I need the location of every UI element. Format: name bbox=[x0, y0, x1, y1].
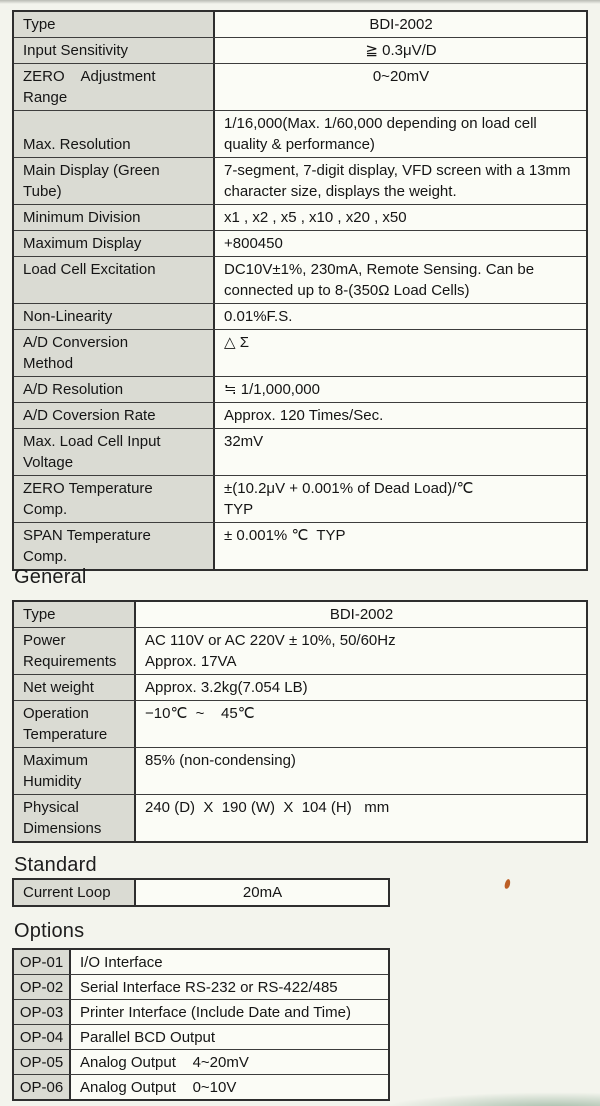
row-value-line: Approx. 17VA bbox=[145, 653, 237, 670]
spec-row bbox=[14, 256, 586, 303]
standard-heading: Standard bbox=[14, 854, 97, 876]
row-value-line: DC10V±1%, 230mA, Remote Sensing. Can be connected up to 8-(350Ω Load Cells) bbox=[224, 261, 539, 299]
spec-row bbox=[14, 428, 586, 475]
row-value-line: −10℃ ~ 45℃ bbox=[145, 705, 255, 722]
row-value-line: Printer Interface (Include Date and Time) bbox=[80, 1003, 351, 1021]
spec-row bbox=[14, 37, 586, 63]
row-label: Power Requirements bbox=[14, 628, 136, 674]
row-label: Net weight bbox=[14, 675, 136, 700]
row-label: SPAN Temperature Comp. bbox=[14, 523, 215, 569]
row-value-line: 85% (non-condensing) bbox=[145, 752, 296, 769]
row-value-line: +800450 bbox=[224, 235, 283, 252]
row-value bbox=[215, 38, 586, 63]
spec-row bbox=[14, 376, 586, 402]
scan-artifact-mark bbox=[504, 879, 511, 890]
row-value bbox=[215, 257, 586, 303]
row-value bbox=[136, 602, 586, 627]
row-value-line: ≧ 0.3μV/D bbox=[365, 42, 437, 59]
row-label: Maximum Humidity bbox=[14, 748, 136, 794]
row-value-line: AC 110V or AC 220V ± 10%, 50/60Hz bbox=[145, 632, 396, 649]
row-value-line: x1 , x2 , x5 , x10 , x20 , x50 bbox=[224, 209, 407, 226]
spec-row bbox=[14, 303, 586, 329]
row-value bbox=[215, 429, 586, 475]
row-value bbox=[215, 64, 586, 110]
row-value bbox=[136, 675, 586, 700]
general-table bbox=[12, 600, 588, 843]
row-value bbox=[215, 403, 586, 428]
option-row bbox=[14, 999, 388, 1024]
row-value-line: △ Σ bbox=[224, 334, 249, 351]
spec-table bbox=[12, 10, 588, 571]
row-label: Current Loop bbox=[14, 880, 136, 905]
row-label: Max. Load Cell Input Voltage bbox=[14, 429, 215, 475]
row-value bbox=[136, 748, 586, 794]
row-label: Operation Temperature bbox=[14, 701, 136, 747]
row-label: OP-01 bbox=[14, 950, 71, 974]
row-value-line: BDI-2002 bbox=[329, 606, 394, 623]
general-row bbox=[14, 627, 586, 674]
standard-row bbox=[14, 880, 388, 905]
general-row bbox=[14, 674, 586, 700]
row-label: Maximum Display bbox=[14, 231, 215, 256]
row-label: A/D Conversion Method bbox=[14, 330, 215, 376]
spec-row bbox=[14, 12, 586, 37]
row-value-line: ≒ 1/1,000,000 bbox=[224, 381, 320, 398]
row-value-line: Parallel BCD Output bbox=[80, 1028, 216, 1046]
general-heading: General bbox=[14, 566, 87, 588]
row-value bbox=[215, 158, 586, 204]
row-label: Type bbox=[14, 12, 215, 37]
row-label: Non-Linearity bbox=[14, 304, 215, 329]
row-value-line: Analog Output 4~20mV bbox=[80, 1053, 249, 1071]
spec-row bbox=[14, 157, 586, 204]
row-value-line: BDI-2002 bbox=[369, 16, 433, 33]
row-label: Physical Dimensions bbox=[14, 795, 136, 841]
row-value bbox=[215, 304, 586, 329]
row-value bbox=[136, 701, 586, 747]
row-value bbox=[71, 1050, 388, 1074]
general-row bbox=[14, 794, 586, 841]
row-label: Minimum Division bbox=[14, 205, 215, 230]
row-value bbox=[215, 476, 586, 522]
row-label: A/D Resolution bbox=[14, 377, 215, 402]
row-value bbox=[215, 231, 586, 256]
scan-edge-shadow bbox=[0, 0, 600, 4]
row-value-line: ± 0.001% ℃ TYP bbox=[224, 527, 346, 544]
row-label: ZERO Temperature Comp. bbox=[14, 476, 215, 522]
spec-row bbox=[14, 522, 586, 569]
spec-row bbox=[14, 475, 586, 522]
row-label: A/D Coversion Rate bbox=[14, 403, 215, 428]
row-value-line: Serial Interface RS-232 or RS-422/485 bbox=[80, 978, 338, 996]
row-value-line: Approx. 120 Times/Sec. bbox=[224, 407, 384, 424]
row-label: Max. Resolution bbox=[14, 111, 215, 157]
row-value-line: TYP bbox=[224, 501, 254, 518]
options-table bbox=[12, 948, 390, 1101]
row-value bbox=[71, 1000, 388, 1024]
row-value bbox=[71, 975, 388, 999]
row-value bbox=[215, 205, 586, 230]
row-label: OP-06 bbox=[14, 1075, 71, 1099]
row-value-line: 0~20mV bbox=[372, 68, 430, 85]
row-label: Input Sensitivity bbox=[14, 38, 215, 63]
general-row bbox=[14, 602, 586, 627]
row-label: OP-02 bbox=[14, 975, 71, 999]
row-value bbox=[215, 377, 586, 402]
row-label: ZERO Adjustment Range bbox=[14, 64, 215, 110]
standard-table bbox=[12, 878, 390, 907]
spec-row bbox=[14, 230, 586, 256]
scan-haze bbox=[380, 1092, 600, 1106]
option-row bbox=[14, 1049, 388, 1074]
row-value bbox=[215, 111, 586, 157]
row-value-line: 7-segment, 7-digit display, VFD screen with a 13mm character size, displays the weight. bbox=[224, 162, 575, 200]
row-value bbox=[71, 1075, 388, 1099]
general-row bbox=[14, 747, 586, 794]
row-value-line: 32mV bbox=[224, 433, 264, 450]
option-row bbox=[14, 1074, 388, 1099]
row-value bbox=[71, 1025, 388, 1049]
spec-row bbox=[14, 110, 586, 157]
spec-row bbox=[14, 402, 586, 428]
row-value-line: Analog Output 0~10V bbox=[80, 1078, 237, 1096]
spec-row bbox=[14, 204, 586, 230]
row-value-line: 1/16,000(Max. 1/60,000 depending on load cell quality & performance) bbox=[224, 115, 541, 153]
row-label: Load Cell Excitation bbox=[14, 257, 215, 303]
general-row bbox=[14, 700, 586, 747]
option-row bbox=[14, 1024, 388, 1049]
row-label: OP-04 bbox=[14, 1025, 71, 1049]
row-label: OP-03 bbox=[14, 1000, 71, 1024]
row-label: Type bbox=[14, 602, 136, 627]
row-value bbox=[136, 880, 388, 905]
row-value-line: ±(10.2μV + 0.001% of Dead Load)/℃ bbox=[224, 480, 474, 497]
row-value-line: 20mA bbox=[242, 884, 283, 901]
row-value bbox=[71, 950, 388, 974]
spec-row bbox=[14, 329, 586, 376]
row-value bbox=[136, 795, 586, 841]
spec-row bbox=[14, 63, 586, 110]
row-value-line: Approx. 3.2kg(7.054 LB) bbox=[145, 679, 308, 696]
row-value-line: 0.01%F.S. bbox=[224, 308, 293, 325]
row-value bbox=[215, 523, 586, 569]
option-row bbox=[14, 950, 388, 974]
options-heading: Options bbox=[14, 920, 85, 942]
row-label: OP-05 bbox=[14, 1050, 71, 1074]
row-value bbox=[136, 628, 586, 674]
row-value bbox=[215, 12, 586, 37]
row-value-line: 240 (D) X 190 (W) X 104 (H) mm bbox=[145, 799, 390, 816]
row-value bbox=[215, 330, 586, 376]
row-label: Main Display (Green Tube) bbox=[14, 158, 215, 204]
option-row bbox=[14, 974, 388, 999]
row-value-line: I/O Interface bbox=[80, 953, 163, 971]
